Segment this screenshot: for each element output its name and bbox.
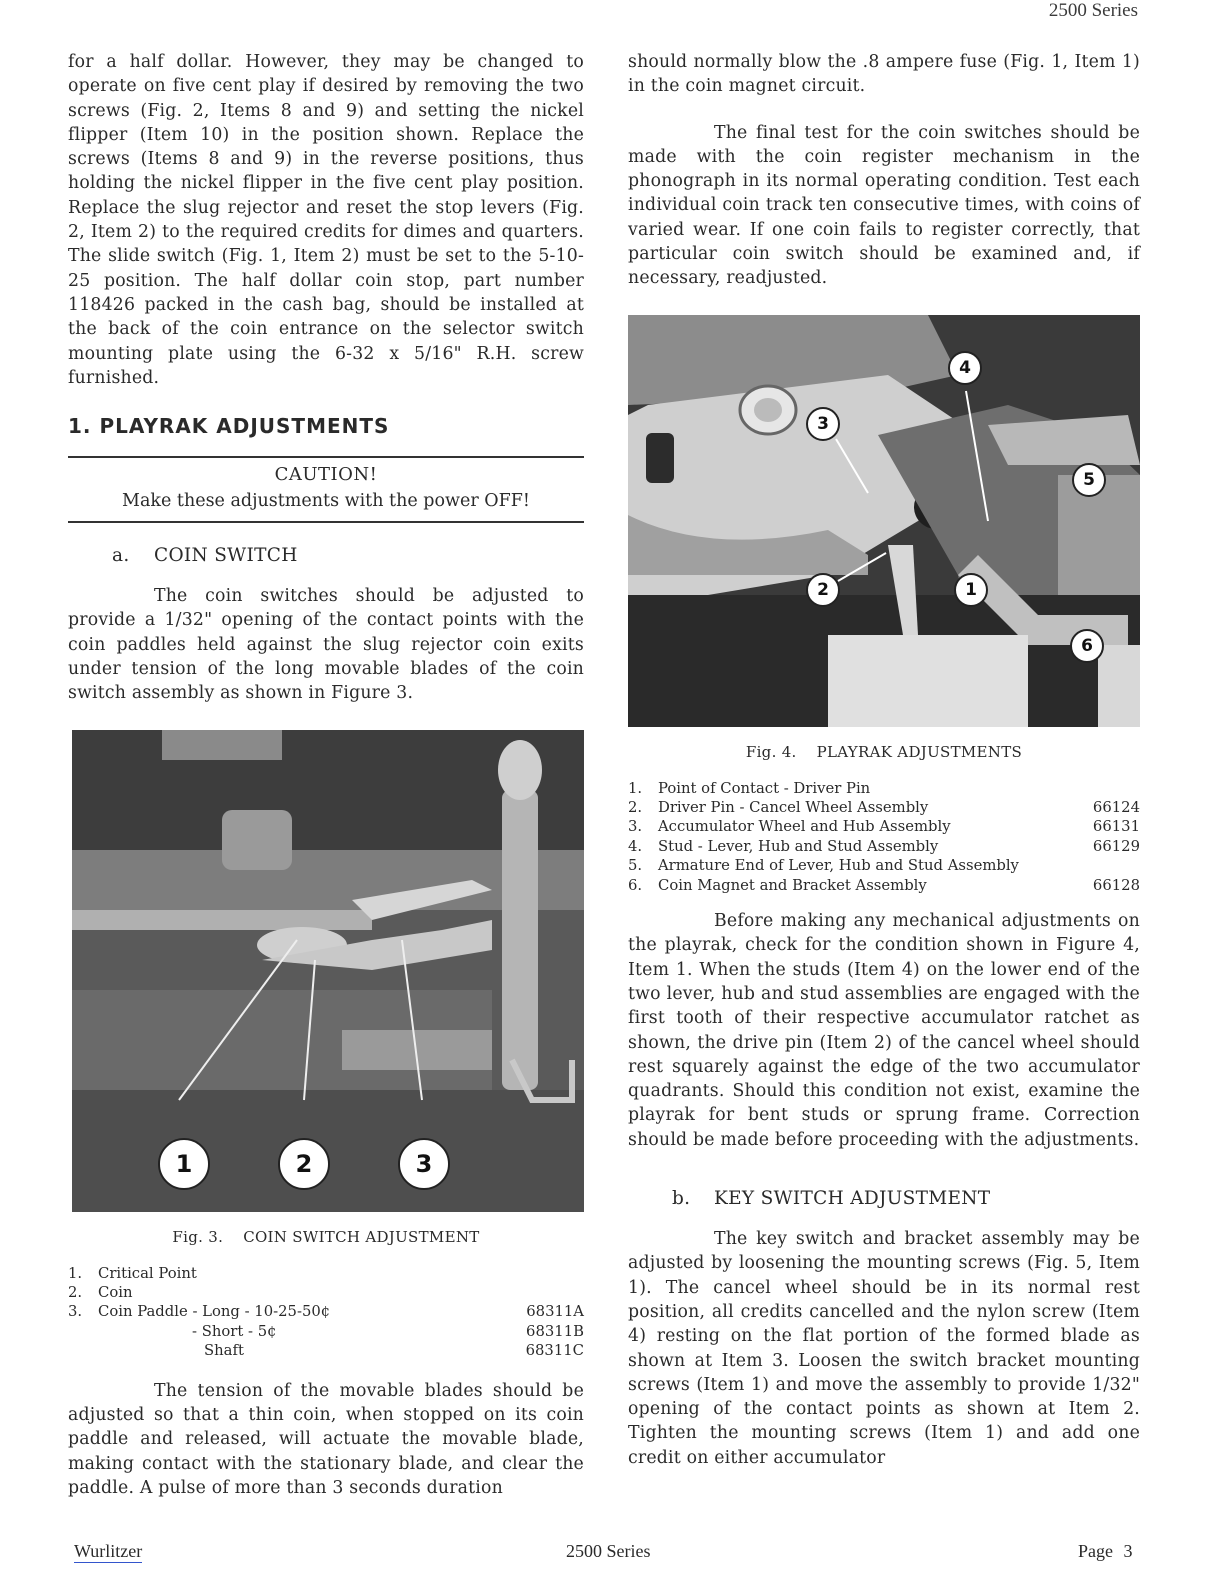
fig4-callout-5: 5 — [1072, 463, 1106, 497]
part-num: 4. — [628, 837, 643, 855]
footer-page — [1078, 1541, 1133, 1562]
part-number: 66124 — [1092, 799, 1140, 817]
part-num: 5. — [628, 857, 643, 875]
fig4-callout-1: 1 — [954, 573, 988, 607]
sub-heading-title: KEY SWITCH ADJUSTMENT — [714, 1188, 991, 1210]
table-row — [628, 856, 1140, 875]
part-num — [68, 1322, 98, 1341]
sub-heading-title: COIN SWITCH — [154, 545, 298, 567]
part-desc: Critical Point — [98, 1264, 197, 1282]
fig4-callout-4: 4 — [948, 351, 982, 385]
footer-page-label: Page — [1078, 1541, 1113, 1561]
table-row — [68, 1302, 584, 1321]
right-column — [628, 50, 1140, 1470]
mechanical-paragraph: Before making any mechanical adjustments on the playrak, check for the condition shown in Figure 4, Item 1. When the studs (Item 4) on the lower end of the two lever, hub and stud assemblies are engaged with the first tooth of their respective accumulator ratchet as shown, the drive pin (Item 2) of the cancel wheel should rest squarely against the edge of the two accumulator quadrants. Should this condition not exist, examine the playrak for bent studs or sprung frame. Correction should be made before proceeding with the adjustments. — [628, 911, 1140, 1150]
fuse-paragraph: should normally blow the .8 ampere fuse (Fig. 1, Item 1) in the coin magnet circuit. — [628, 52, 1140, 97]
part-num: 1. — [628, 779, 643, 797]
part-num: 6. — [628, 876, 643, 894]
fig3-number: Fig. 3. — [172, 1227, 224, 1246]
footer-page-number: 3 — [1123, 1541, 1133, 1561]
part-desc: Armature End of Lever, Hub and Stud Assembly — [658, 857, 1019, 875]
left-column — [68, 50, 584, 1500]
part-num — [68, 1341, 98, 1360]
fig3-photo — [72, 730, 584, 1212]
header-series: 2500 Series — [1048, 0, 1138, 21]
fig3-callout-3: 3 — [398, 1138, 450, 1190]
fig4-photo — [628, 315, 1140, 727]
part-num: 2. — [628, 799, 643, 817]
part-number: 68311C — [525, 1342, 584, 1360]
part-num: 3. — [628, 818, 643, 836]
fig4-callout-6: 6 — [1070, 629, 1104, 663]
sub-heading-coin-switch — [112, 545, 584, 566]
section-heading: 1. PLAYRAK ADJUSTMENTS — [68, 414, 390, 439]
table-row — [628, 798, 1140, 817]
table-row — [68, 1264, 584, 1283]
part-desc: Coin Paddle - Long - 10-25-50¢ — [98, 1303, 331, 1321]
part-desc: Shaft — [204, 1342, 244, 1360]
part-number: 68311B — [526, 1322, 584, 1340]
part-desc: Accumulator Wheel and Hub Assembly — [658, 818, 951, 836]
caution-box — [68, 456, 584, 523]
part-number — [1070, 856, 1140, 875]
fig3-parts-list — [68, 1264, 584, 1361]
table-row — [628, 779, 1140, 798]
table-row — [628, 876, 1140, 895]
sub-heading-letter: a. — [112, 545, 130, 567]
table-row — [68, 1341, 584, 1360]
part-num: 1. — [68, 1264, 83, 1282]
fig3-callout-1: 1 — [158, 1138, 210, 1190]
fig4-callout-3: 3 — [806, 407, 840, 441]
tension-paragraph: The tension of the movable blades should be adjusted so that a thin coin, when stopped on its coin paddle and released, will actuate the movable blade, making contact with the stationary blade, and clear the paddle. A pulse of more than 3 seconds duration — [68, 1380, 584, 1498]
part-num: 2. — [68, 1284, 83, 1302]
footer-brand: Wurlitzer — [74, 1541, 143, 1561]
table-row — [68, 1283, 584, 1302]
part-desc: Coin Magnet and Bracket Assembly — [658, 876, 927, 894]
part-number: 66128 — [1092, 876, 1140, 894]
fig4-parts-list — [628, 779, 1140, 895]
part-desc: Stud - Lever, Hub and Stud Assembly — [658, 837, 939, 855]
sub-heading-key-switch — [672, 1188, 1140, 1209]
fig3-title: COIN SWITCH ADJUSTMENT — [243, 1227, 480, 1246]
part-desc: Point of Contact - Driver Pin — [658, 779, 871, 797]
part-number: 66129 — [1092, 837, 1140, 855]
playrak-illustration — [628, 315, 1140, 727]
fig4-number: Fig. 4. — [745, 742, 797, 761]
caution-title: CAUTION! — [274, 464, 378, 486]
fig4-callout-2: 2 — [806, 573, 840, 607]
final-test-paragraph: The final test for the coin switches should be made with the coin register mechanism in the phonograph in its normal operating condition. Test each individual coin track ten consecutive times, with coins of varied wear. If one coin fails to register correctly, that particular coin switch should be examined and, if necessary, readjusted. — [628, 122, 1140, 289]
part-number: 66131 — [1092, 818, 1140, 836]
part-num: 3. — [68, 1303, 83, 1321]
intro-paragraph: for a half dollar. However, they may be changed to operate on five cent play if desired by removing the two screws (Fig. 2, Items 8 and 9) and setting the nickel flipper (Item 10) in the position shown. Replace the screws (Items 8 and 9) in the reverse positions, thus holding the nickel flipper in the five cent play position. Replace the slug rejector and reset the stop levers (Fig. 2, Item 2) to the required credits for dimes and quarters. The slide switch (Fig. 1, Item 2) must be set to the 5-10-25 position. The half dollar coin stop, part number 118426 packed in the cash bag, should be installed at the back of the coin entrance on the selector switch mounting plate using the 6-32 x 5/16" R.H. screw furnished. — [68, 52, 584, 388]
part-number — [514, 1283, 584, 1302]
fig4-caption — [628, 743, 1140, 761]
table-row — [628, 837, 1140, 856]
part-desc: Driver Pin - Cancel Wheel Assembly — [658, 799, 929, 817]
part-desc: - Short - 5¢ — [192, 1322, 277, 1340]
table-row — [68, 1322, 584, 1341]
part-number — [1070, 779, 1140, 798]
key-switch-paragraph: The key switch and bracket assembly may be adjusted by loosening the mounting screws (Fig. 5, Item 1). The cancel wheel should be in its normal rest position, all credits cancelled and the nylon screw (Item 4) resting on the flat portion of the formed blade as shown at Item 3. Loosen the switch bracket mounting screws (Item 1) and move the assembly to provide 1/32" opening of the contact points as shown at Item 2. Tighten the mounting screws (Item 1) and add one credit on either accumulator — [628, 1229, 1140, 1468]
part-desc: Coin — [98, 1284, 133, 1302]
sub-heading-letter: b. — [672, 1188, 691, 1210]
fig3-callout-2: 2 — [278, 1138, 330, 1190]
part-number: 68311A — [526, 1303, 584, 1321]
footer-series: 2500 Series — [566, 1541, 651, 1561]
coin-switch-paragraph: The coin switches should be adjusted to provide a 1/32" opening of the contact points with the coin paddles held against the slug rejector coin exits under tension of the long movable blades of the coin switch assembly as shown in Figure 3. — [68, 586, 584, 704]
part-number — [514, 1264, 584, 1283]
fig4-title: PLAYRAK ADJUSTMENTS — [816, 742, 1023, 761]
coin-switch-illustration — [72, 730, 584, 1212]
fig3-caption — [68, 1228, 584, 1246]
caution-text: Make these adjustments with the power OFF! — [122, 491, 530, 512]
table-row — [628, 817, 1140, 836]
